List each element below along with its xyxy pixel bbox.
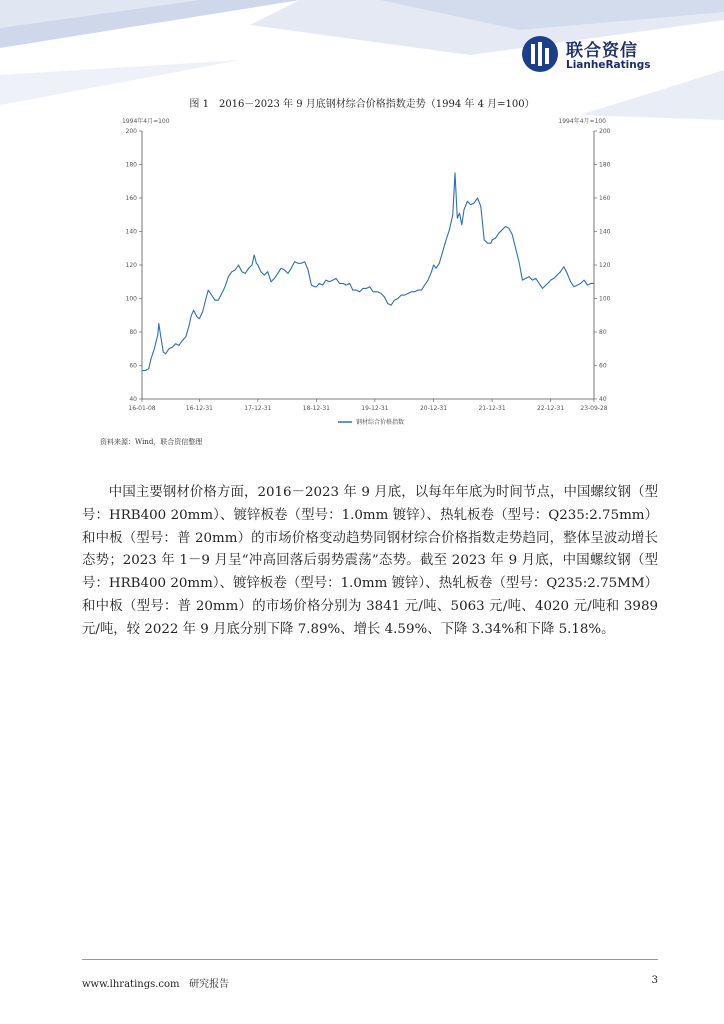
y-tick-label-right: 60: [599, 362, 607, 370]
x-tick-label: 20-12-31: [419, 405, 448, 412]
figure-title: 图 1 2016－2023 年 9 月底钢材综合价格指数走势（1994 年 4 月=100）: [189, 99, 535, 110]
steel-price-index-chart: [112, 113, 622, 433]
y-tick-label-right: 120: [599, 262, 611, 269]
legend-label: 钢材综合价格指数: [356, 419, 405, 426]
footer-website[interactable]: www.lhratings.com: [82, 979, 180, 990]
x-tick-label: 16-01-08: [128, 405, 156, 412]
x-tick-label: 17-12-31: [244, 405, 272, 412]
y-tick-label-right: 40: [599, 396, 607, 403]
footer-divider: [82, 959, 658, 960]
x-tick-label: 22-12-31: [536, 405, 565, 412]
y-axis-label-left: 1994年4月=100: [122, 118, 170, 125]
y-tick-label-left: 160: [125, 195, 137, 202]
y-tick-label-right: 160: [599, 195, 611, 202]
y-tick-label-right: 100: [599, 295, 611, 303]
logo-english-name: LianheRatings: [566, 59, 651, 71]
x-tick-label: 18-12-31: [302, 405, 331, 412]
y-tick-label-right: 200: [599, 128, 611, 135]
footer-left: [82, 975, 229, 990]
x-tick-label: 16-12-31: [185, 405, 213, 412]
body-paragraph: 中国主要钢材价格方面，2016－2023 年 9 月底，以每年年底为时间节点，中国螺纹钢（型号：HRB400 20mm）、镀锌板卷（型号：1.0mm 镀锌）、热轧板卷（型号：Q235:2.75mm）和中板（型号：普 20mm）的市场价格变动趋势同钢材综合价格指数走势趋同，整体呈波动增长态势；2023 年 1－9 月呈“冲高回落后弱势震荡”态势。截至 2023 年 9 月底，中国螺纹钢（型号：HRB400 20mm）、镀锌板卷（型号：1.0mm 镀锌）、热轧板卷（型号：Q235:2.75MM）和中板（型号：普 20mm）的市场价格分别为 3841 元/吨、5063 元/吨、4020 元/吨和 3989 元/吨，较 2022 年 9 月底分别下降 7.89%、增长 4.59%、下降 3.34%和下降 5.18%。: [82, 485, 658, 637]
y-axis-label-right: 1994年4月=100: [558, 118, 606, 125]
figure-source: 资料来源：Wind，联合资信整理: [100, 438, 203, 446]
series-line: [142, 173, 594, 371]
y-tick-label-left: 80: [129, 329, 137, 336]
y-tick-label-left: 180: [125, 161, 137, 169]
x-tick-label: 23-09-28: [580, 405, 608, 412]
y-tick-label-left: 60: [129, 362, 137, 370]
x-tick-label: 21-12-31: [478, 405, 506, 412]
footer-doc-type: 研究报告: [189, 979, 230, 990]
y-tick-label-left: 200: [125, 128, 137, 135]
y-tick-label-right: 140: [599, 228, 611, 236]
y-tick-label-left: 100: [125, 295, 137, 303]
y-tick-label-left: 120: [125, 262, 137, 269]
y-tick-label-right: 180: [599, 161, 611, 169]
page-number: 3: [651, 975, 658, 986]
logo-mark-icon: [522, 36, 558, 72]
y-tick-label-right: 80: [599, 329, 607, 336]
lianhe-logo: [522, 36, 652, 78]
x-tick-label: 19-12-31: [361, 405, 389, 412]
logo-chinese-name: 联合资信: [566, 41, 638, 61]
y-tick-label-left: 140: [125, 228, 137, 236]
y-tick-label-left: 40: [129, 396, 137, 403]
